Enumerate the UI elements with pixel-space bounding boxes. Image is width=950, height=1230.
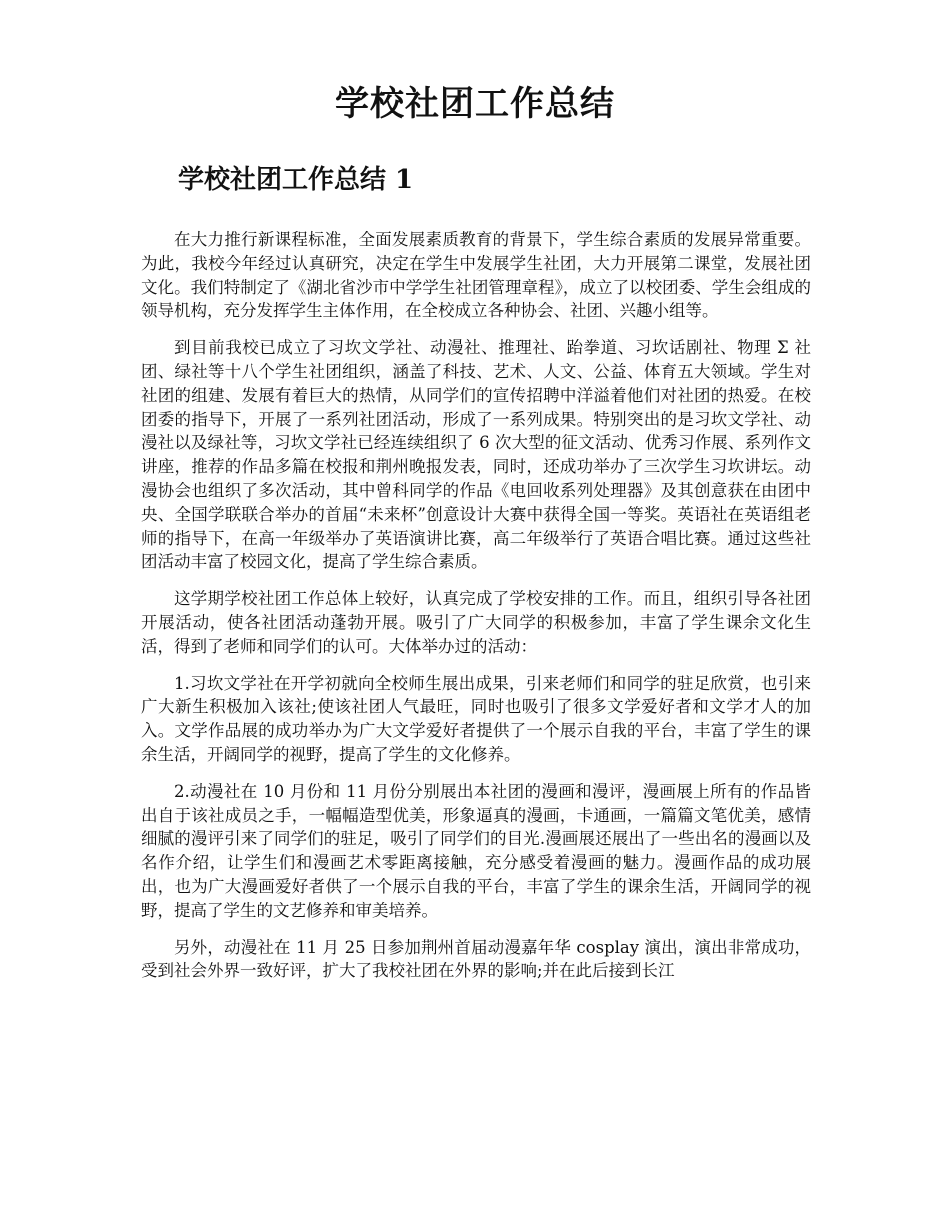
paragraph-activity-1: 1.习坎文学社在开学初就向全校师生展出成果，引来老师们和同学的驻足欣赏，也引来广大新生积极加入该社;使该社团人气最旺，同时也吸引了很多文学爱好者和文学才人的加入。文学作品展的成功举办为广大文学爱好者提供了一个展示自我的平台，丰富了学生的课余生活，开阔同学的视野，提高了学生的文化修养。 — [141, 673, 811, 764]
paragraph-clubs-overview: 到目前我校已成立了习坎文学社、动漫社、推理社、跆拳道、习坎话剧社、物理 Σ 社团、绿社等十八个学生社团组织，涵盖了科技、艺术、人文、公益、体育五大领域。学生对社团的组建、发展有着巨大的热情，从同学们的宣传招聘中洋溢着他们对社团的热爱。在校团委的指导下，开展了一系列社团活动，形成了一系列成果。特别突出的是习坎文学社、动漫社以及绿社等，习坎文学社已经连续组织了 6 次大型的征文活动、优秀习作展、系列作文讲座，推荐的作品多篇在校报和荆州晚报发表，同时，还成功举办了三次学生习坎讲坛。动漫协会也组织了多次活动，其中曾科同学的作品《电回收系列处理器》及其创意获在由团中央、全国学联联合举办的首届“未来杯”创意设计大赛中获得全国一等奖。英语社在英语组老师的指导下，在高一年级举办了英语演讲比赛，高二年级举行了英语合唱比赛。通过这些社团活动丰富了校园文化，提高了学生综合素质。 — [141, 338, 811, 572]
document-body — [141, 228, 811, 996]
paragraph-intro: 在大力推行新课程标准，全面发展素质教育的背景下，学生综合素质的发展异常重要。为此，我校今年经过认真研究，决定在学生中发展学生社团，大力开展第二课堂，发展社团文化。我们特制定了《湖北省沙市中学学生社团管理章程》，成立了以校团委、学生会组成的领导机构，充分发挥学生主体作用，在全校成立各种协会、社团、兴趣小组等。 — [141, 230, 811, 321]
paragraph-cosplay: 另外，动漫社在 11 月 25 日参加荆州首届动漫嘉年华 cosplay 演出，演出非常成功，受到社会外界一致好评，扩大了我校社团在外界的影响;并在此后接到长江 — [141, 937, 811, 981]
document-title: 学校社团工作总结 — [335, 84, 615, 124]
paragraph-activity-2: 2.动漫社在 10 月份和 11 月份分别展出本社团的漫画和漫评，漫画展上所有的作品皆出自于该社成员之手，一幅幅造型优美，形象逼真的漫画，卡通画，一篇篇文笔优美，感情细腻的漫评引来了同学们的驻足，吸引了同学们的目光.漫画展还展出了一些出名的漫画以及名作介绍，让学生们和漫画艺术零距离接触，充分感受着漫画的魅力。漫画作品的成功展出，也为广大漫画爱好者供了一个展示自我的平台，丰富了学生的课余生活，开阔同学的视野，提高了学生的文艺修养和审美培养。 — [141, 781, 811, 920]
section-title: 学校社团工作总结 1 — [178, 165, 414, 195]
paragraph-semester-summary: 这学期学校社团工作总体上较好，认真完成了学校安排的工作。而且，组织引导各社团开展活动，使各社团活动蓬勃开展。吸引了广大同学的积极参加，丰富了学生课余文化生活，得到了老师和同学们的认可。大体举办过的活动： — [141, 589, 811, 656]
